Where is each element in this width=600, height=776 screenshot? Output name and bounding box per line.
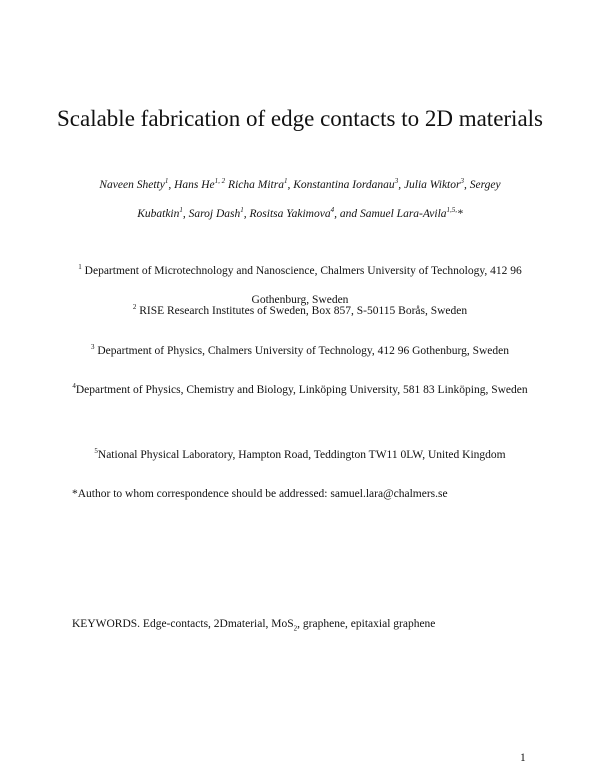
- author-affiliation-mark: 1,5,: [446, 206, 458, 215]
- affiliation-text: RISE Research Institutes of Sweden, Box 857, S-50115 Borås, Sweden: [136, 305, 468, 317]
- affiliation-text: Department of Microtechnology and Nanoscience, Chalmers University of Technology, 412 96 Gothenburg, Sweden: [81, 265, 522, 306]
- keywords-text-rest: , graphene, epitaxial graphene: [297, 618, 436, 630]
- affiliation-4: [66, 376, 534, 405]
- author-name: Hans He: [174, 179, 215, 191]
- affiliation-2: [66, 297, 534, 326]
- author-affiliation-mark: 1: [164, 177, 169, 186]
- keywords-line: [72, 614, 435, 638]
- author-name: Naveen Shetty: [99, 179, 165, 191]
- author-separator: *: [457, 208, 463, 220]
- affiliation-number: 1: [78, 263, 82, 272]
- author-affiliation-mark: 4: [330, 206, 335, 215]
- author-name: Sergey Kubatkin: [137, 179, 501, 220]
- author-list: [80, 171, 520, 229]
- affiliation-number: 3: [90, 343, 95, 352]
- author-name: Konstantina Iordanau: [293, 179, 395, 191]
- author-name: Julia Wiktor: [403, 179, 461, 191]
- author-separator: ,: [243, 208, 250, 220]
- author-separator: ,: [398, 179, 404, 191]
- author-affiliation-mark: 3: [394, 177, 399, 186]
- author-separator: ,: [168, 179, 175, 191]
- author-name: Richa Mitra: [228, 179, 284, 191]
- page-number: 1: [520, 752, 526, 764]
- author-affiliation-mark: 3: [460, 177, 464, 186]
- affiliation-number: 5: [94, 447, 98, 456]
- keywords-text: KEYWORDS. Edge-contacts, 2Dmaterial, MoS: [72, 618, 294, 630]
- author-name: Samuel Lara-Avila: [359, 208, 447, 220]
- paper-title: Scalable fabrication of edge contacts to 2D materials: [57, 106, 543, 131]
- author-separator: , and: [334, 208, 360, 220]
- author-separator: ,: [463, 179, 470, 191]
- author-affiliation-mark: 1: [283, 177, 288, 186]
- affiliation-text: National Physical Laboratory, Hampton Road, Teddington TW11 0LW, United Kingdom: [97, 449, 506, 461]
- affiliation-text: Department of Physics, Chalmers University of Technology, 412 96 Gothenburg, Sweden: [94, 345, 510, 357]
- author-affiliation-mark: 1: [179, 206, 183, 215]
- author-name: Saroj Dash: [188, 208, 241, 220]
- affiliation-number: 2: [132, 303, 137, 312]
- keywords-subscript: 2: [293, 624, 298, 633]
- author-separator: ,: [182, 208, 189, 220]
- author-affiliation-mark: 1: [240, 206, 244, 215]
- affiliation-text: Department of Physics, Chemistry and Biology, Linköping University, 581 83 Linköping, Sweden: [75, 384, 528, 396]
- affiliation-3: [66, 337, 534, 366]
- affiliation-number: 4: [72, 382, 76, 391]
- correspondence-note: *Author to whom correspondence should be addressed: samuel.lara@chalmers.se: [72, 488, 448, 500]
- author-affiliation-mark: 1, 2: [214, 177, 226, 186]
- affiliation-5: [66, 441, 534, 470]
- author-separator: ,: [287, 179, 294, 191]
- author-name: Rositsa Yakimova: [249, 208, 331, 220]
